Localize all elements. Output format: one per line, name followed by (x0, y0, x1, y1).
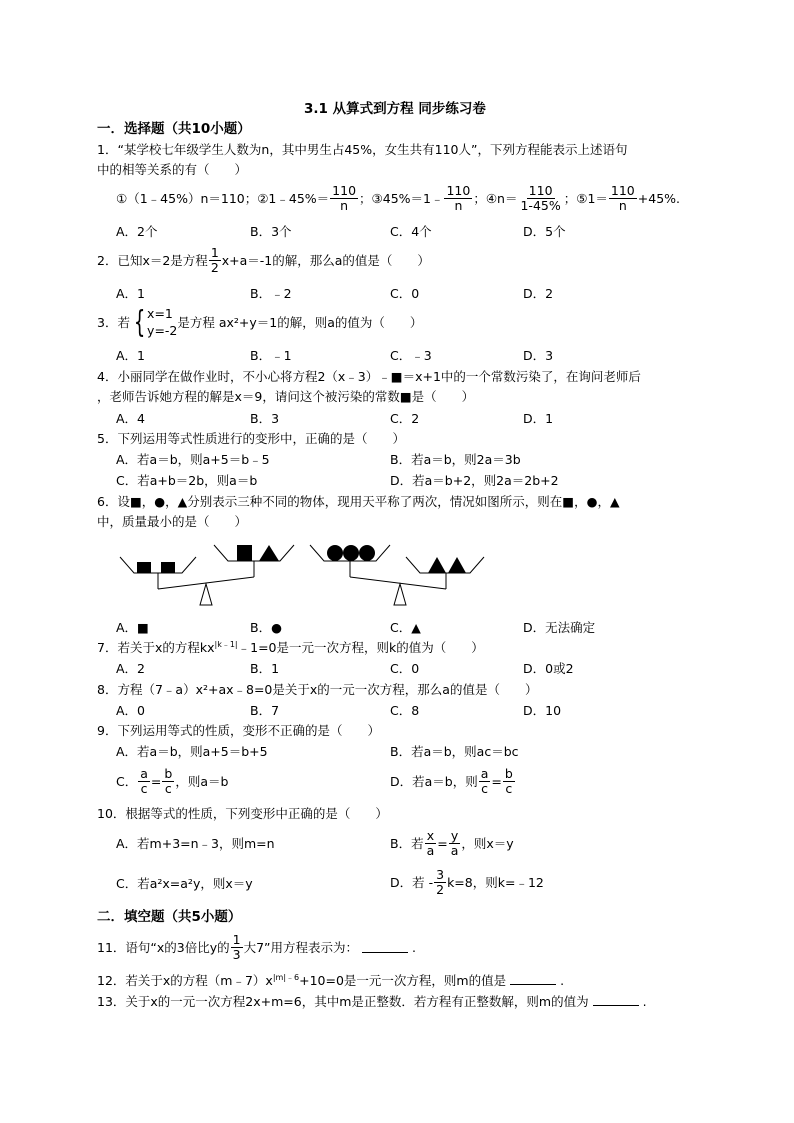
question-6-text: 6．设■，●，▲分别表示三种不同的物体，现用天平称了两次，情况如图所示，则在■，●，▲ (97, 494, 620, 509)
q2-text: x+a＝-1的解，那么a的值是（ ） (221, 252, 430, 268)
option-b[interactable]: B．若a＝b，则ac＝bc (390, 744, 519, 759)
option-b[interactable]: B．7 (250, 703, 280, 718)
option-b[interactable]: B．﹣1 (250, 348, 292, 363)
question-3-text (97, 306, 422, 340)
triangle-icon (428, 557, 446, 573)
q1-eq-text: +45%. (637, 190, 680, 206)
option-b[interactable]: B．3个 (250, 224, 292, 239)
option-a[interactable]: A．4 (116, 411, 146, 426)
question-9-text: 9．下列运用等式的性质，变形不正确的是（ ） (97, 723, 380, 738)
q1-eq-text: ；③45%＝1﹣ (359, 190, 444, 206)
answer-blank[interactable] (362, 942, 408, 953)
option-c[interactable]: C．4个 (390, 224, 432, 239)
option-c[interactable]: C．2 (390, 411, 420, 426)
option-d[interactable]: D．1 (523, 411, 554, 426)
question-12-text: 12．若关于x的方程$(m﹣7)x^{|m|﹣6}+10=0$是一元一次方程，则m的值是 . (97, 972, 565, 988)
option-d[interactable]: D．5个 (523, 224, 566, 239)
q1-eq-text: ；⑤1＝ (563, 190, 608, 206)
square-icon (237, 545, 252, 561)
triangle-icon (448, 557, 466, 573)
option-d[interactable]: D．2 (523, 286, 554, 301)
fraction: $\frac{3}{2}$ (436, 867, 445, 898)
question-6-text-cont: 中，质量最小的是（ ） (97, 514, 248, 529)
fraction: $\frac{b}{c}$ (504, 766, 513, 797)
option-a[interactable]: A．2 (116, 661, 146, 676)
circle-icon (343, 545, 359, 561)
circle-icon (359, 545, 375, 561)
triangle-icon (259, 545, 279, 561)
option-d[interactable]: D．0或2 (523, 661, 574, 676)
square-icon (161, 562, 175, 573)
fraction: $\frac{1}{3}$ (232, 932, 241, 963)
q3-text: 3．若 (97, 314, 130, 330)
answer-blank[interactable] (510, 974, 556, 985)
square-icon (137, 562, 151, 573)
q7-text: ﹣1=0是一元一次方程，则k的值为（ ） (237, 640, 484, 655)
fraction: $\frac{y}{a}$ (450, 828, 459, 859)
option-c[interactable]: C．0 (390, 661, 420, 676)
question-11-text: 11．语句“x的3倍比y的 $\frac{1}{3}$ 大7”用方程表示为： . (97, 932, 417, 963)
exponent: |m|﹣6 (272, 972, 300, 982)
fraction: $\frac{b}{c}$ (164, 766, 173, 797)
balance-scale-2 (310, 545, 484, 605)
q1-fraction-3: $\frac{110}{1-45\%}$ (520, 183, 561, 214)
circle-icon (327, 545, 343, 561)
fraction: $\frac{a}{c}$ (480, 766, 489, 797)
option-b[interactable]: B．若 $\frac{x}{a}$ = $\frac{y}{a}$ ，则x＝y (390, 828, 514, 859)
balance-scale-figure (110, 535, 500, 610)
option-a[interactable]: A．1 (116, 286, 146, 301)
option-d[interactable]: D．无法确定 (523, 620, 596, 635)
question-1-equations (116, 184, 680, 214)
option-a[interactable]: A．2个 (116, 224, 158, 239)
option-a[interactable]: A．■ (116, 620, 149, 635)
option-a[interactable]: A．若a＝b，则a+5＝b﹣5 (116, 452, 270, 467)
option-c[interactable]: C．8 (390, 703, 420, 718)
q1-eq-text: ；④n＝ (473, 190, 518, 206)
option-b[interactable]: B．若a＝b，则2a＝3b (390, 452, 521, 467)
q1-fraction-4: $\frac{110}{n}$ (610, 183, 635, 214)
page-title: 3.1 从算式到方程 同步练习卷 (304, 101, 486, 117)
section-heading-fill: 二．填空题（共5小题） (97, 909, 242, 925)
q2-fraction: $\frac{1}{2}$ (210, 245, 219, 276)
option-b[interactable]: B．3 (250, 411, 280, 426)
q1-eq-text: ①（1﹣45%）n＝110；②1﹣45%＝ (116, 190, 330, 206)
option-b[interactable]: B．﹣2 (250, 286, 292, 301)
question-13-text: 13．关于x的一元一次方程2x+m=6，其中m是正整数．若方程有正整数解，则m的值为 . (97, 994, 647, 1009)
option-c[interactable]: C．▲ (390, 620, 421, 635)
question-4-text: 4．小丽同学在做作业时，不小心将方程2（x﹣3）﹣■＝x+1中的一个常数污染了，在询问老师后 (97, 369, 641, 384)
brace-symbol: { (133, 304, 146, 340)
exponent: |k﹣1| (214, 639, 238, 649)
option-d[interactable]: D．若a＝b+2，则2a＝2b+2 (390, 473, 559, 488)
question-5-text: 5．下列运用等式性质进行的变形中，正确的是（ ） (97, 431, 405, 446)
option-d[interactable]: D．若 - $\frac{3}{2}$ k=8，则k=﹣12 (390, 867, 544, 898)
option-c[interactable]: C．0 (390, 286, 420, 301)
option-d[interactable]: D．若a＝b，则 $\frac{a}{c}$ = $\frac{b}{c}$ (390, 766, 513, 797)
option-c[interactable]: C．﹣3 (390, 348, 432, 363)
q1-fraction-2: $\frac{110}{n}$ (446, 183, 471, 214)
q3-text: 是方程 ax²+y＝1的解，则a的值为（ ） (177, 314, 423, 330)
option-c[interactable]: C．若a²x=a²y，则x＝y (116, 876, 253, 891)
section-heading-choice: 一．选择题（共10小题） (97, 121, 251, 137)
fraction: $\frac{a}{c}$ (140, 766, 148, 797)
fraction: $\frac{x}{a}$ (426, 828, 435, 859)
option-b[interactable]: B．1 (250, 661, 280, 676)
question-2-text (97, 246, 430, 276)
option-d[interactable]: D．10 (523, 703, 562, 718)
question-10-text: 10．根据等式的性质，下列变形中正确的是（ ） (97, 806, 388, 821)
q7-text: 7．若关于x的方程kx (97, 640, 215, 655)
equation-system: x=1 y=-2 (147, 306, 178, 338)
question-8-text: 8．方程（7﹣a）x²+ax﹣8=0是关于x的一元一次方程，那么a的值是（ ） (97, 682, 538, 697)
q1-fraction-1: $\frac{110}{n}$ (332, 183, 357, 214)
option-c[interactable]: C． $\frac{a}{c}$ = $\frac{b}{c}$ ，则a＝b (116, 766, 229, 797)
option-c[interactable]: C．若a+b＝2b，则a＝b (116, 473, 258, 488)
option-a[interactable]: A．0 (116, 703, 146, 718)
q2-text: 2．已知x＝2是方程 (97, 252, 208, 268)
question-4-text-cont: ，老师告诉她方程的解是x＝9，请问这个被污染的常数■是（ ） (97, 389, 475, 404)
option-a[interactable]: A．1 (116, 348, 146, 363)
option-d[interactable]: D．3 (523, 348, 554, 363)
question-1-text-cont: 中的相等关系的有（ ） (97, 162, 248, 177)
question-7-text (97, 639, 484, 655)
question-1-text: 1．“某学校七年级学生人数为n，其中男生占45%，女生共有110人”，下列方程能表示上述语句 (97, 142, 628, 157)
option-a[interactable]: A．若a＝b，则a+5＝b+5 (116, 744, 268, 759)
option-b[interactable]: B．● (250, 620, 282, 635)
answer-blank[interactable] (593, 995, 639, 1006)
balance-scale-1 (120, 545, 294, 605)
option-a[interactable]: A．若m+3=n﹣3，则m=n (116, 836, 275, 851)
